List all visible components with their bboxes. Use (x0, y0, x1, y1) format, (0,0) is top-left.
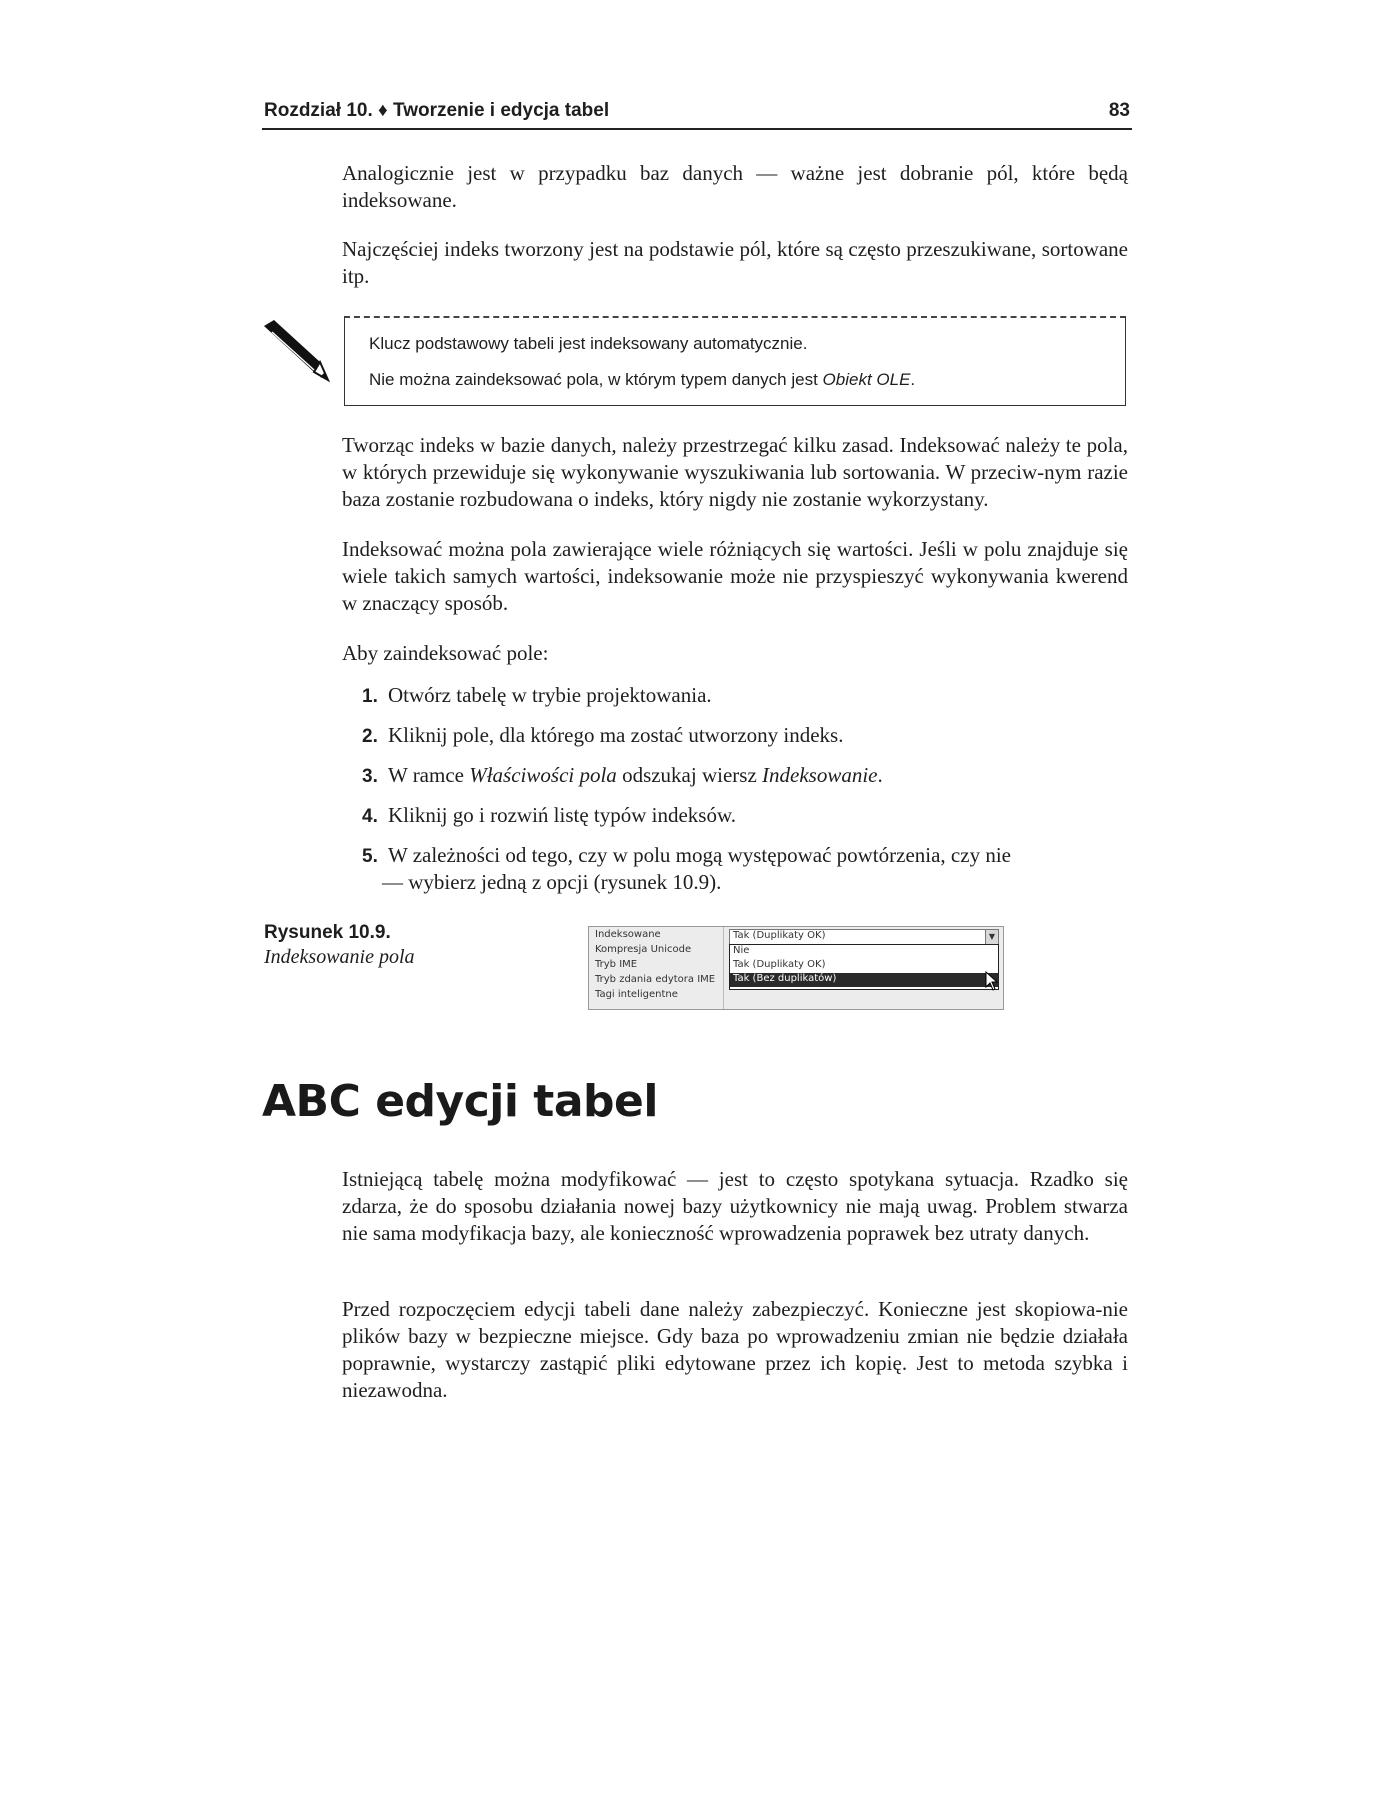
property-label: Tryb zdania edytora IME (595, 974, 716, 985)
step-text: . (877, 763, 883, 787)
list-item (362, 762, 883, 790)
column-divider (723, 927, 724, 1009)
step-text: Kliknij pole, dla którego ma zostać utworzony indeks. (388, 723, 844, 747)
note-line-1: Klucz podstawowy tabeli jest indeksowany automatycznie. (369, 334, 808, 353)
list-item (362, 842, 1011, 894)
dropdown-option-no-duplicates[interactable]: Tak (Bez duplikatów) (730, 973, 998, 987)
step-text: Kliknij go i rozwiń listę typów indeksów. (388, 803, 737, 827)
step-text: W zależności od tego, czy w polu mogą występować powtórzenia, czy nie (388, 843, 1011, 867)
dropdown-option-no[interactable]: Nie (733, 945, 750, 956)
property-label: Indeksowane (595, 929, 661, 940)
step-text: W ramce (388, 763, 470, 787)
property-label: Kompresja Unicode (595, 944, 692, 955)
diamond-separator-icon: ♦ (378, 100, 388, 121)
step-italic: Właściwości pola (469, 763, 617, 787)
page-number: 83 (1108, 100, 1130, 121)
paragraph-5: Aby zaindeksować pole: (342, 641, 549, 665)
note-line-2-end: . (910, 370, 916, 389)
chevron-down-icon[interactable]: ▼ (985, 930, 998, 944)
section-heading: ABC edycji tabel (262, 1076, 658, 1127)
section-paragraph-1: Istniejącą tabelę można modyfikować — jest to często spotykana sytuacja. Rzadko się zdarza, że do sposobu działania nowej bazy użytkownicy nie mają uwag. Problem stwarza nie sama modyfikacja bazy, ale konieczność wprowadzenia poprawek bez utraty danych. (342, 1167, 1128, 1245)
indexing-combobox[interactable] (729, 929, 999, 945)
step-number: 5. (362, 846, 378, 867)
figure-screenshot (588, 926, 1004, 1010)
section-paragraph-2: Przed rozpoczęciem edycji tabeli dane należy zabezpieczyć. Konieczne jest skopiowa-nie plików bazy w bezpieczne miejsce. Gdy baza po wprowadzeniu zmian nie będzie działała poprawnie, wystarczy zastąpić pliki edytowane przez ich kopię. Jest to metoda szybka i niezawodna. (342, 1297, 1128, 1402)
list-item (362, 802, 736, 830)
running-header (262, 98, 1132, 130)
figure-title: Indeksowanie pola (264, 946, 415, 968)
step-number: 4. (362, 806, 378, 827)
paragraph-3: Tworząc indeks w bazie danych, należy przestrzegać kilku zasad. Indeksować należy te pola, w których przewiduje się wykonywanie wyszukiwania lub sortowania. W przeciw-nym razie baza zostanie rozbudowana o indeks, który nigdy nie zostanie wykorzystany. (342, 433, 1128, 511)
list-item (362, 722, 843, 750)
note-line-2-italic: Obiekt OLE (822, 370, 911, 389)
figure-caption (264, 922, 415, 969)
header-chapter (264, 100, 609, 122)
step-number: 3. (362, 766, 378, 787)
step-text: Otwórz tabelę w trybie projektowania. (388, 683, 712, 707)
note-line-2-text: Nie można zaindeksować pola, w którym typem danych jest (369, 370, 823, 389)
list-item (362, 682, 712, 710)
indexing-dropdown-list (729, 944, 999, 990)
step-italic: Indeksowanie (762, 763, 878, 787)
step-number: 1. (362, 686, 378, 707)
figure-number: Rysunek 10.9. (264, 922, 391, 943)
chapter-label: Rozdział 10. (264, 100, 373, 121)
paragraph-1: Analogicznie jest w przypadku baz danych — ważne jest dobranie pól, które będą indeksowane. (342, 161, 1128, 212)
property-label: Tryb IME (595, 959, 638, 970)
paragraph-4: Indeksować można pola zawierające wiele różniących się wartości. Jeśli w polu znajduje się wiele takich samych wartości, indeksowanie może nie przyspieszyć wykonywania kwerend w znaczący sposób. (342, 537, 1128, 615)
property-label: Tagi inteligentne (595, 989, 678, 1000)
note-box (344, 316, 1126, 406)
pencil-note-icon (262, 318, 332, 382)
step-number: 2. (362, 726, 378, 747)
chapter-title: Tworzenie i edycja tabel (393, 100, 610, 121)
step-text: odszukaj wiersz (616, 763, 763, 787)
note-line-2 (369, 370, 915, 390)
mouse-pointer-icon (985, 971, 999, 991)
paragraph-2: Najczęściej indeks tworzony jest na podstawie pól, które są często przeszukiwane, sortowane itp. (342, 237, 1128, 288)
step-continuation: — wybierz jedną z opcji (rysunek 10.9). (382, 870, 722, 894)
dropdown-option-duplicates-ok[interactable]: Tak (Duplikaty OK) (733, 959, 826, 970)
combobox-value: Tak (Duplikaty OK) (733, 930, 826, 941)
